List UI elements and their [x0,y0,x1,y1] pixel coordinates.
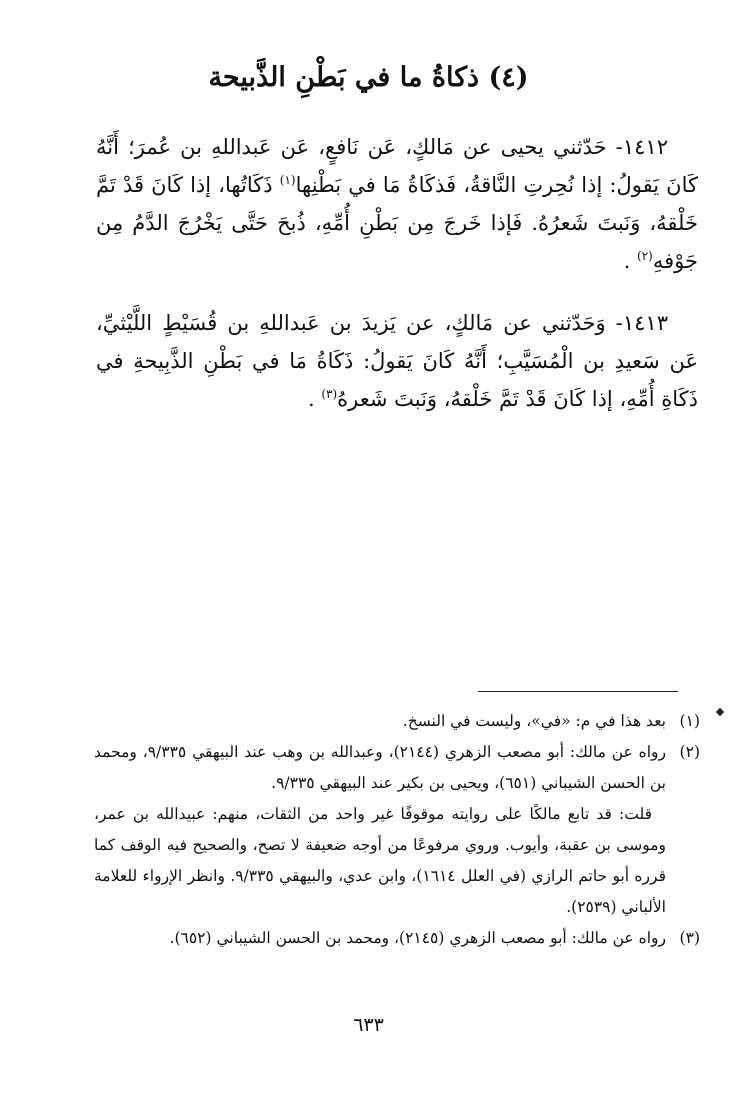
footnote-ref: (٣) [321,387,338,401]
hadith-1412 [96,128,698,280]
footnote [94,737,700,799]
hadith-text: ذَكَاتُها، إذا كَانَ قَدْ تَمَّ خَلْقهُ، وَنَبتَ شَعرُهُ. فَإذا خَرجَ مِن بَطْنِ أُمِّهِ، ذُبحَ حَتَّى يَخْرُجَ الدَّمُ مِن جَوْفهِ [96,173,698,273]
hadith-text: . [623,249,638,273]
main-text [96,128,698,442]
editor-note: قلت: قد تابع مالكًا على روايته موقوفًا غير واحد من الثقات، منهم: عبيدالله بن عمر، وموسى بن عقبة، وأيوب. وروي مرفوعًا من أوجه ضعيفة لا تصح، والصحيح فيه الوقف كما قرره أبو حاتم الرازي (في العلل ١٦١٤)، وابن عدي، والبيهقي ٩/٣٣٥. وانظر الإرواء للعلامة الألباني (٢٥٣٩). [94,805,666,916]
footnote [94,706,700,737]
hadith-text: ١٤١٢- حَدّثني يحيى عن مَالكٍ، عَن نَافعٍ، عَن عَبداللهِ بن عُمرَ؛ أَنَّهُ كَانَ يَقولُ: إذا نُحِرتِ النَّاقةُ، فَذكَاةُ مَا في بَطْنِها [96,135,699,197]
footnote-ref: (١) [279,173,296,187]
footnote-ref: (٢) [637,249,653,263]
page-mark [716,708,724,716]
footnote-number: (٢) [679,743,700,761]
hadith-text: . [307,387,322,411]
footnote-text: رواه عن مالك: أبو مصعب الزهري (٢١٤٤)، وعبدالله بن وهب عند البيهقي ٩/٣٣٥، ومحمد بن الحسن الشيباني (٦٥١)، ويحيى بن بكير عند البيهقي ٩/٣٣٥. [94,743,666,792]
chapter-heading: (٤) ذكاةُ ما في بَطْنِ الذَّبيحة [208,62,529,93]
footnote-number: (٣) [679,929,700,947]
footnote [94,923,700,954]
footnote-number: (١) [679,712,700,730]
hadith-1413 [96,304,698,418]
footnote-divider [478,691,678,692]
footnote-text: رواه عن مالك: أبو مصعب الزهري (٢١٤٥)، ومحمد بن الحسن الشيباني (٦٥٢). [169,929,666,947]
page-number: ٦٣٣ [353,1014,384,1036]
footnote-text: بعد هذا في م: «في»، وليست في النسخ. [402,712,666,730]
footnotes [94,706,700,954]
hadith-text: ١٤١٣- وَحَدّثني عن مَالكٍ، عن يَزيدَ بن عَبداللهِ بن قُسَيْطٍ اللَّيْثيِّ، عَن سَعيدِ بن الْمُسَيَّبِ؛ أَنَّهُ كَانَ يَقولُ: ذَكَاةُ مَا في بَطْنِ الذَّبِيحةِ في ذَكَاةِ أُمِّهِ، إذا كَانَ قَدْ تَمَّ خَلْقهُ، وَنَبتَ شَعرهُ [96,311,698,411]
